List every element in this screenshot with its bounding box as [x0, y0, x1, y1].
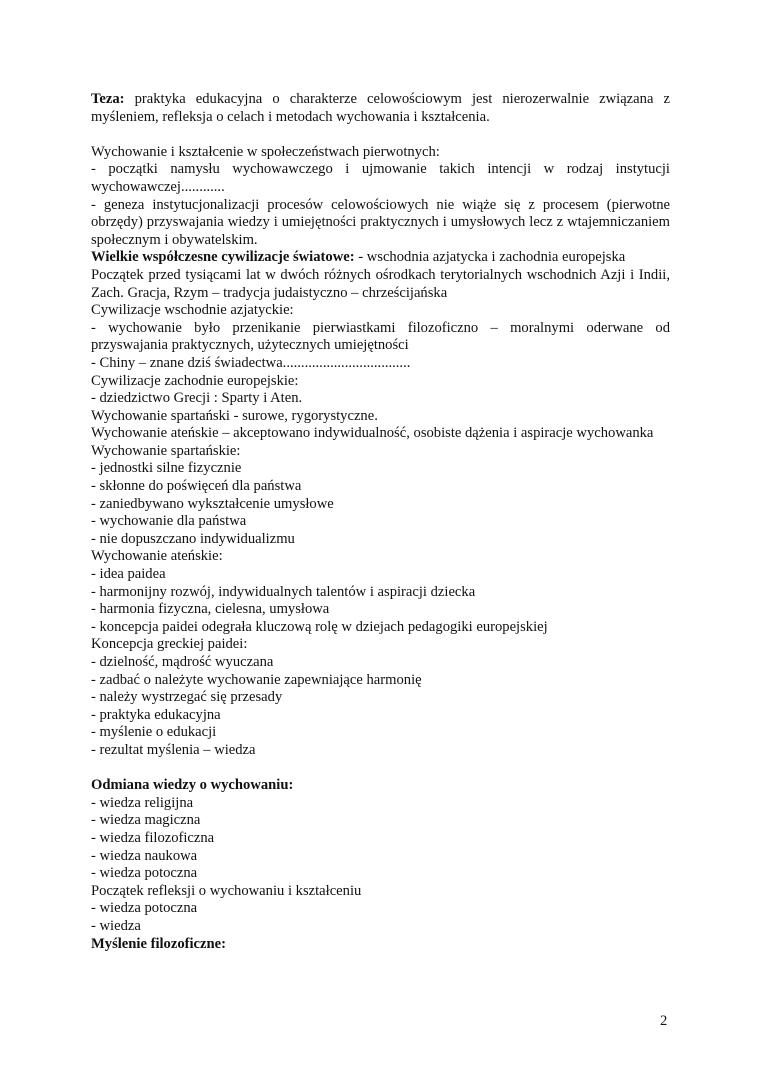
list-item: - zaniedbywano wykształcenie umysłowe: [91, 495, 334, 512]
primitive-item: - geneza instytucjonalizacji procesów celowościowych nie wiąże się z procesem (pierwotne obrzędy) przyswajania wiedzy i umiejętności praktycznych i umysłowych lecz z wtajemniczaniem społecznym i obywatelskim.: [91, 196, 670, 248]
primitive-item: - początki namysłu wychowawczego i ujmowanie takich intencji w rodzaj instytucji wychowawczej............: [91, 161, 670, 195]
list-item: - wiedza potoczna: [91, 865, 198, 882]
primitive-heading: Wychowanie i kształcenie w społeczeństwach pierwotnych:: [91, 143, 440, 160]
philosophical-heading: [91, 936, 670, 954]
philosophical-heading-text: Myślenie filozoficzne:: [91, 935, 226, 952]
civilizations-text: - wschodnia azjatycka i zachodnia europejska: [354, 249, 626, 266]
list-item: - idea paidea: [91, 566, 166, 583]
west-heading: Cywilizacje zachodnie europejskie:: [91, 372, 299, 389]
list-item: - nie dopuszczano indywidualizmu: [91, 530, 295, 547]
list-item: - wiedza religijna: [91, 794, 194, 811]
west-item: - dziedzictwo Grecji : Sparty i Aten.: [91, 390, 303, 407]
list-item: - wychowanie dla państwa: [91, 513, 247, 530]
list-item: - wiedza filozoficzna: [91, 829, 215, 846]
list-item: - wiedza: [91, 917, 141, 934]
thesis-text: praktyka edukacyjna o charakterze celowościowym jest nierozerwalnie związana z myśleniem, refleksja o celach i metodach wychowania i kształcenia.: [91, 91, 670, 125]
list-item: - zadbać o należyte wychowanie zapewniające harmonię: [91, 671, 422, 688]
athenian-heading: Wychowanie ateńskie:: [91, 548, 223, 565]
east-item: - wychowanie było przenikanie pierwiastkami filozoficzno – moralnymi oderwane od przyswajania praktycznych, użytecznych umiejętności: [91, 319, 670, 354]
civilizations-label: Wielkie współczesne cywilizacje światowe:: [91, 249, 355, 266]
knowledge-heading: [91, 777, 670, 795]
page-number: 2: [660, 1013, 668, 1029]
spacer: [91, 126, 670, 144]
athenian-summary: Wychowanie ateńskie – akceptowano indywidualność, osobiste dążenia i aspiracje wychowanka: [91, 425, 654, 442]
list-item: - rezultat myślenia – wiedza: [91, 741, 256, 758]
list-item: - skłonne do poświęceń dla państwa: [91, 478, 302, 495]
list-item: - wiedza naukowa: [91, 847, 198, 864]
knowledge-heading-text: Odmiana wiedzy o wychowaniu:: [91, 777, 294, 794]
paideia-heading: Koncepcja greckiej paidei:: [91, 636, 248, 653]
list-item: - harmonia fizyczna, cielesna, umysłowa: [91, 601, 330, 618]
list-item: - jednostki silne fizycznie: [91, 460, 242, 477]
spartan-heading: Wychowanie spartańskie:: [91, 442, 241, 459]
list-item: - należy wystrzegać się przesady: [91, 689, 283, 706]
list-item: - wiedza potoczna: [91, 900, 198, 917]
east-heading: Cywilizacje wschodnie azjatyckie:: [91, 302, 294, 319]
civilizations-paragraph: [91, 249, 670, 267]
thesis-label: Teza:: [91, 91, 125, 107]
document-page: [91, 91, 670, 953]
list-item: - praktyka edukacyjna: [91, 706, 221, 723]
list-item: - wiedza magiczna: [91, 812, 201, 829]
list-item: - koncepcja paidei odegrała kluczową rolę w dziejach pedagogiki europejskiej: [91, 618, 548, 635]
east-item: - Chiny – znane dziś świadectwa...................................: [91, 354, 411, 371]
reflection-heading: Początek refleksji o wychowaniu i kształceniu: [91, 882, 362, 899]
spartan-summary: Wychowanie spartański - surowe, rygorystyczne.: [91, 407, 378, 424]
list-item: - dzielność, mądrość wyuczana: [91, 654, 274, 670]
thesis-paragraph: [91, 91, 670, 126]
civilizations-origin: Początek przed tysiącami lat w dwóch różnych ośrodkach terytorialnych wschodnich Azji i Indii, Zach. Gracja, Rzym – tradycja judaistyczno – chrześcijańska: [91, 266, 670, 301]
list-item: - myślenie o edukacji: [91, 724, 217, 741]
spacer: [91, 760, 670, 778]
list-item: - harmonijny rozwój, indywidualnych talentów i aspiracji dziecka: [91, 583, 476, 600]
